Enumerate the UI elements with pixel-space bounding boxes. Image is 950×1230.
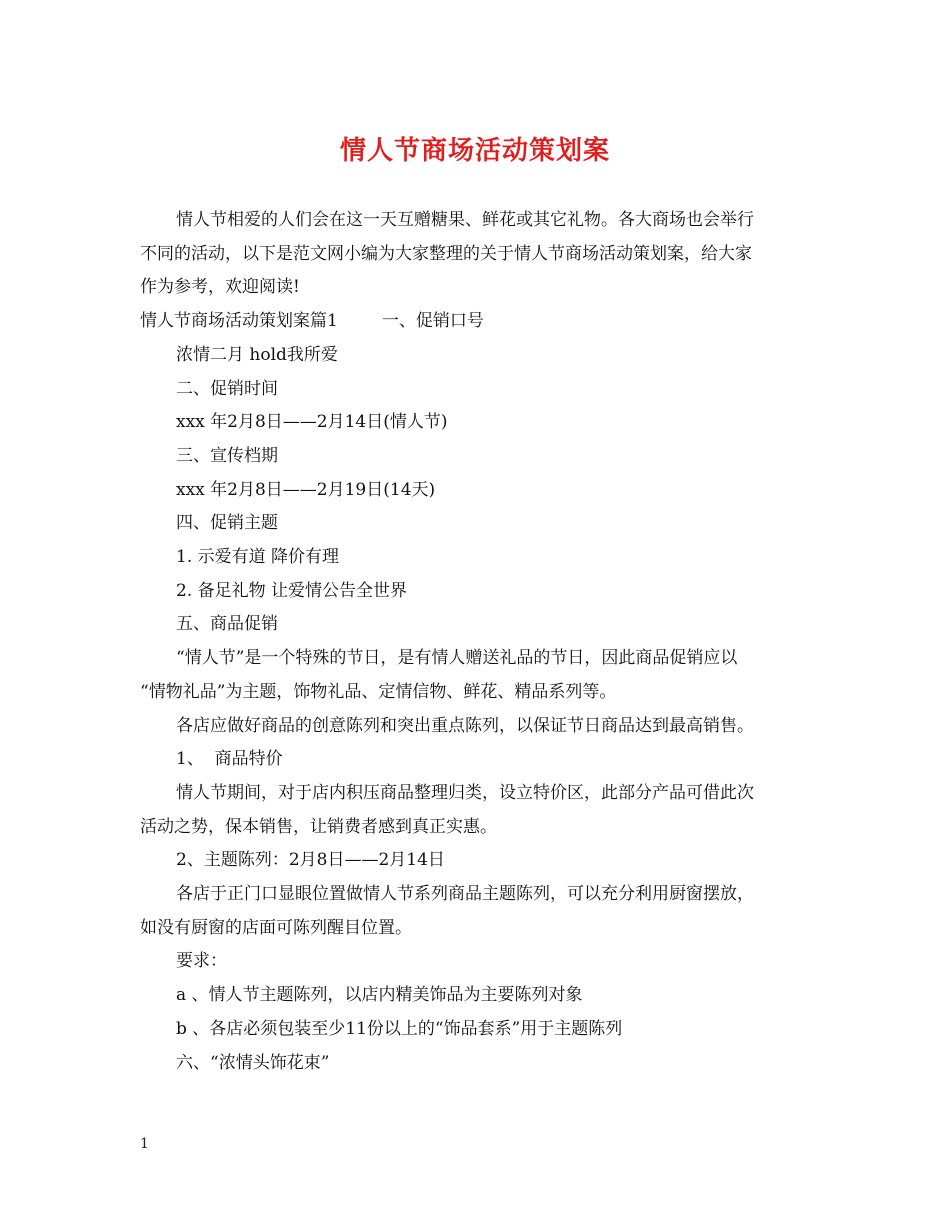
requirements-heading: 要求： xyxy=(176,951,227,972)
requirement-a: a 、情人节主题陈列，以店内精美饰品为主要陈列对象 xyxy=(176,985,583,1006)
flower-heading: 六、“浓情头饰花束” xyxy=(176,1052,330,1073)
goods-para-line-2: “情物礼品”为主题，饰物礼品、定情信物、鲜花、精品系列等。 xyxy=(140,681,617,702)
slogan-heading: 一、促销口号 xyxy=(381,311,484,332)
slogan-text: 浓情二月 hold我所爱 xyxy=(176,344,338,365)
special-para-line-1: 情人节期间，对于店内积压商品整理归类，设立特价区，此部分产品可借此次 xyxy=(176,782,754,803)
intro-line-2: 不同的活动，以下是范文网小编为大家整理的关于情人节商场活动策划案，给大家 xyxy=(140,243,752,264)
section-heading: 情人节商场活动策划案篇1 xyxy=(140,311,338,332)
ad-value: xxx 年2月8日——2月19日(14天) xyxy=(176,479,436,500)
time-heading: 二、促销时间 xyxy=(176,378,278,399)
ad-heading: 三、宣传档期 xyxy=(176,445,278,466)
intro-line-3: 作为参考，欢迎阅读! xyxy=(140,277,300,298)
theme-item-2: 2. 备足礼物 让爱情公告全世界 xyxy=(176,580,408,601)
requirement-b: b 、各店必须包装至少11份以上的“饰品套系”用于主题陈列 xyxy=(176,1018,623,1039)
document-title: 情人节商场活动策划案 xyxy=(339,136,610,166)
special-para-line-2: 活动之势，保本销售，让销费者感到真正实惠。 xyxy=(140,816,497,837)
theme-heading: 四、促销主题 xyxy=(176,513,278,534)
theme-display-para-line-1: 各店于正门口显眼位置做情人节系列商品主题陈列，可以充分利用厨窗摆放， xyxy=(176,884,754,905)
theme-item-1: 1. 示爱有道 降价有理 xyxy=(176,547,340,568)
document-body xyxy=(140,204,810,1080)
goods-heading: 五、商品促销 xyxy=(176,614,278,635)
intro-line-1: 情人节相爱的人们会在这一天互赠糖果、鲜花或其它礼物。各大商场也会举行 xyxy=(176,210,754,230)
goods-para-line-1: “情人节”是一个特殊的节日，是有情人赠送礼品的节日，因此商品促销应以 xyxy=(176,648,738,669)
page-number: 1 xyxy=(140,1136,149,1152)
time-value: xxx 年2月8日——2月14日(情人节) xyxy=(176,412,448,433)
theme-display-heading: 2、主题陈列：2月8日——2月14日 xyxy=(176,850,445,871)
special-heading: 1、 商品特价 xyxy=(176,749,283,770)
display-line: 各店应做好商品的创意陈列和突出重点陈列，以保证节日商品达到最高销售。 xyxy=(176,715,754,736)
section-heading-row xyxy=(140,305,810,339)
theme-display-para-line-2: 如没有厨窗的店面可陈列醒目位置。 xyxy=(140,917,412,938)
